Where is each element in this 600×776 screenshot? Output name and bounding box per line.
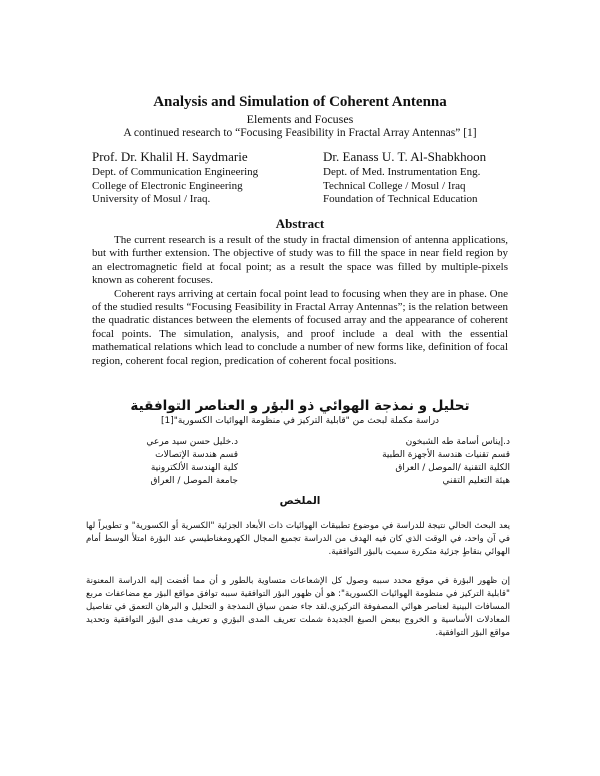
author-college: College of Electronic Engineering xyxy=(92,179,243,192)
arabic-author-block-2 xyxy=(88,436,238,488)
arabic-summary-paragraph-1 xyxy=(86,520,510,559)
author-college: Technical College / Mosul / Iraq xyxy=(323,179,466,192)
arabic-author-college: الكلية التقنية /الموصل / العراق xyxy=(395,463,510,473)
author-name: Prof. Dr. Khalil H. Saydmarie xyxy=(92,149,248,164)
arabic-author-dept: قسم هندسة الإتصالات xyxy=(155,450,238,460)
abstract-body xyxy=(92,234,508,368)
paper-continued-note: A continued research to “Focusing Feasibility in Fractal Array Antennas” [1] xyxy=(123,127,477,139)
arabic-paragraph-text: إن ظهور البؤرة في موقع محدد سببه وصول كل الإشعاعات متساوية بالطور و أن مما أفضت إليه الدراسة المعنونة "قابلية التركيز في منظومة الهوائيات الكسورية": هو أن ظهور البؤر التوافقية سببه توافق مواقع البؤر مع مضاعفات مربع المسافات البينية لعناصر هوائي المصفوفة التركيزي.لقد جاء ضمن سياق النمذجة و التحليل و البرهان التعمق في تفاصيل المعادلات الأساسية و الخروج ببعض الصيغ الجديدة شملت تعريف المدى البؤري و تعريف مدى البؤر التوافقية وتحديد مواقع البؤر التوافقية. xyxy=(86,576,510,638)
arabic-summary-paragraph-2 xyxy=(86,575,510,640)
arabic-summary-heading: الملخص xyxy=(279,495,321,507)
arabic-subtitle: دراسة مكملة لبحث من "قابلية التركيز في منظومة الهوائيات الكسورية"[1] xyxy=(160,416,440,426)
arabic-author-name: د.إيناس أسامة طه الشبخون xyxy=(405,437,510,447)
abstract-paragraph-2: Coherent rays arriving at certain focal point lead to focusing when they are in phase. One of the studied results “Focusing Feasibility in Fractal Array Antennas”; is the relation between the quadratic distances between the elements of focused array and the appearance of coherent focal points. The simulation, analysis, and proof include a deal with the essential mathematical relations which lead to conclude a number of new forms like, definition of focal region, coherent focal region, predication of coherent focal positions. xyxy=(92,287,508,367)
author-block-1 xyxy=(92,148,322,207)
author-block-2 xyxy=(323,148,543,207)
author-university: University of Mosul / Iraq. xyxy=(92,193,211,205)
paper-title: Analysis and Simulation of Coherent Antenna xyxy=(153,94,447,110)
arabic-paragraph-text: يعد البحث الحالي نتيجة للدراسة في موضوع تطبيقات الهوائيات ذات الأبعاد الجزئية "الكسرية أو الكسورية" و تطويراً لها في آن واحد، في الوقت الذي كان فيه الهدف من الدراسة تجميع المجال الكهرومغناطيسي عند البؤرة امتلأ الوسط أمام الهوائي بنقاطٍ جزئية متكررة سميت بالبؤر التوافقية. xyxy=(86,521,510,557)
author-university: Foundation of Technical Education xyxy=(323,193,478,205)
arabic-author-org: جامعة الموصل / العراق xyxy=(150,476,238,486)
arabic-author-dept: قسم تقنيات هندسة الأجهزة الطبية xyxy=(382,450,510,460)
arabic-author-block-1 xyxy=(330,436,510,488)
author-name: Dr. Eanass U. T. Al-Shabkhoon xyxy=(323,149,487,164)
arabic-title: تحليل و نمذجة الهوائي ذو البؤر و العناصر التوافقية xyxy=(130,398,470,414)
abstract-heading: Abstract xyxy=(275,216,325,231)
arabic-author-org: هيئة التعليم التقني xyxy=(442,476,510,486)
abstract-paragraph-1: The current research is a result of the study in fractal dimension of antenna applications, but with further extension. The objective of study was to fill the space in near field region by an electromagnetic field at focal point; as a result the space was filled by multiple-pixels known as coherent focuses. xyxy=(92,234,508,287)
paper-subtitle: Elements and Focuses xyxy=(246,112,354,126)
arabic-author-name: د.خليل حسن سيد مرعي xyxy=(146,437,238,447)
arabic-author-college: كلية الهندسة الألكترونية xyxy=(150,463,238,473)
author-dept: Dept. of Med. Instrumentation Eng. xyxy=(323,166,481,178)
author-dept: Dept. of Communication Engineering xyxy=(92,166,259,178)
